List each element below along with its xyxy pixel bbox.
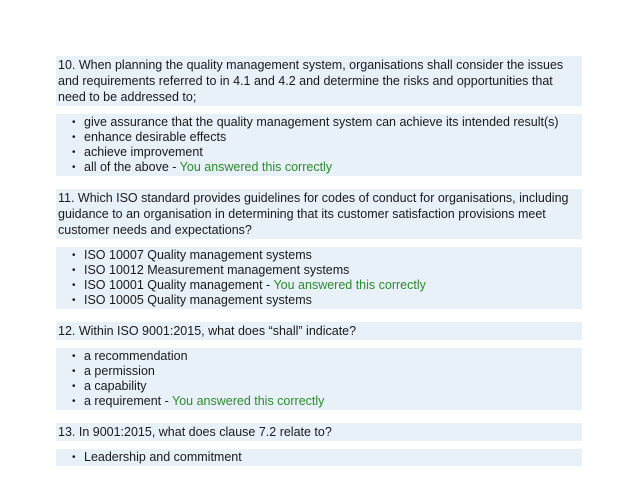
bullet-icon: • bbox=[72, 452, 76, 463]
answer-item: • achieve improvement bbox=[72, 145, 203, 159]
answer-list-13 bbox=[56, 449, 582, 466]
quiz-results-page bbox=[56, 56, 582, 466]
question-10: 10. When planning the quality management system, organisations shall consider the issues and requirements referred to in 4.1 and 4.2 and determine the risks and opportunities that need to be addressed to; bbox=[56, 56, 582, 106]
bullet-icon: • bbox=[72, 117, 76, 128]
bullet-icon: • bbox=[72, 132, 76, 143]
answer-item: • a recommendation bbox=[72, 349, 188, 363]
correct-feedback: You answered this correctly bbox=[273, 278, 426, 292]
answer-item: • ISO 10012 Measurement management systems bbox=[72, 263, 350, 277]
bullet-icon: • bbox=[72, 147, 76, 158]
answer-item: • a permission bbox=[72, 364, 155, 378]
answer-item: • Leadership and commitment bbox=[72, 450, 242, 464]
bullet-icon: • bbox=[72, 250, 76, 261]
answer-item: • ISO 10007 Quality management systems bbox=[72, 248, 312, 262]
answer-item: • ISO 10005 Quality management systems bbox=[72, 293, 312, 307]
answer-item-correct: • ISO 10001 Quality management - You answered this correctly bbox=[72, 278, 426, 292]
bullet-icon: • bbox=[72, 396, 76, 407]
answer-item: • give assurance that the quality management system can achieve its intended result(s) bbox=[72, 115, 559, 129]
correct-feedback: You answered this correctly bbox=[179, 160, 333, 174]
answer-list-10 bbox=[56, 114, 582, 176]
question-12: 12. Within ISO 9001:2015, what does “shall” indicate? bbox=[56, 322, 582, 340]
bullet-icon: • bbox=[72, 381, 76, 392]
answer-list-11 bbox=[56, 247, 582, 309]
correct-feedback: You answered this correctly bbox=[172, 394, 325, 408]
answer-list-12 bbox=[56, 348, 582, 410]
question-11: 11. Which ISO standard provides guidelines for codes of conduct for organisations, including guidance to an organisation in determining that its customer satisfaction provisions meet customer needs and expectations? bbox=[56, 189, 582, 239]
question-13: 13. In 9001:2015, what does clause 7.2 relate to? bbox=[56, 423, 582, 441]
bullet-icon: • bbox=[72, 351, 76, 362]
answer-item-correct: • a requirement - You answered this correctly bbox=[72, 394, 325, 408]
answer-item-correct: • all of the above - You answered this correctly bbox=[72, 160, 333, 174]
answer-item: • enhance desirable effects bbox=[72, 130, 227, 144]
bullet-icon: • bbox=[72, 280, 76, 291]
answer-item: • a capability bbox=[72, 379, 147, 393]
bullet-icon: • bbox=[72, 366, 76, 377]
bullet-icon: • bbox=[72, 162, 76, 173]
bullet-icon: • bbox=[72, 265, 76, 276]
bullet-icon: • bbox=[72, 295, 76, 306]
